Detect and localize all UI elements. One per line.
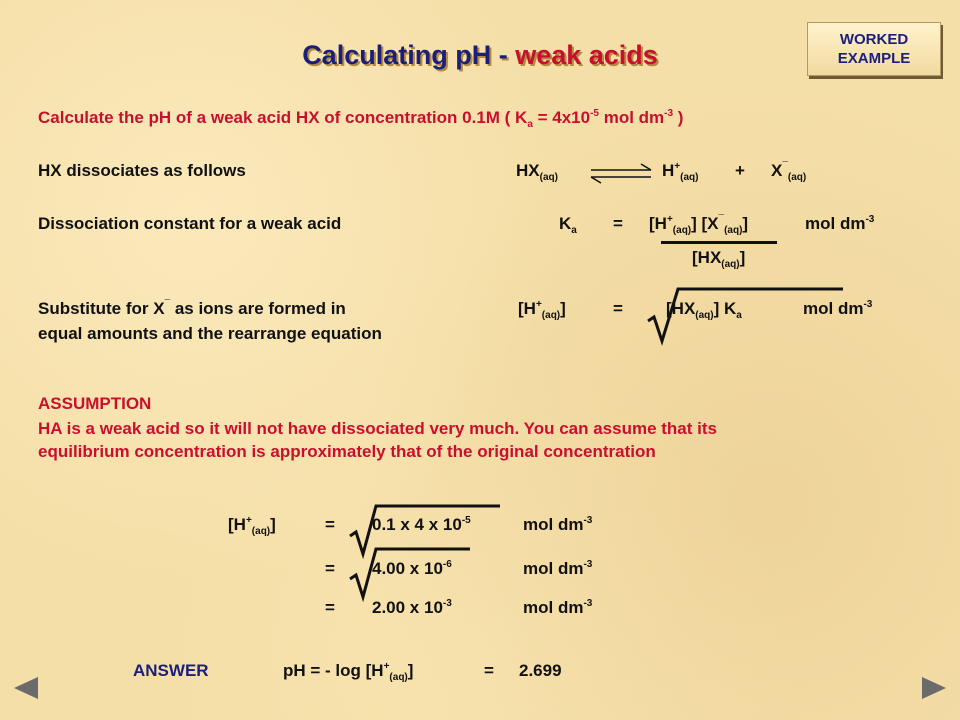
calc-row3-value: 2.00 x $10^{-3}$ xyxy=(372,598,452,617)
calc-lhs: $[H^+_{(aq)}]$ xyxy=(228,515,276,537)
answer-expression: pH = - $\log [H^+_{(aq)}]$ xyxy=(283,661,414,683)
h-conc-lhs: $[H^+_{(aq)}]$ xyxy=(518,299,566,321)
answer-equals: = xyxy=(484,661,494,680)
sqrt-expression: $[HX_{(aq)}]$ $K_a$ xyxy=(666,299,742,321)
title-part1: Calculating pH - xyxy=(302,40,516,70)
answer-value: 2.699 xyxy=(519,661,562,680)
question-text: Calculate the pH of a weak acid HX of concentration 0.1M ( $K_a = 4x10^{-5}$ mol $dm^{-3}$ ) xyxy=(38,108,684,130)
calc-row3-unit: mol $dm^{-3}$ xyxy=(523,598,593,617)
answer-label: ANSWER xyxy=(133,661,209,680)
previous-slide-button[interactable] xyxy=(14,677,38,699)
page-title xyxy=(0,40,960,71)
fraction-line xyxy=(661,241,777,244)
ka-numerator: $[H^+_{(aq)}]$ $[X^¯_{(aq)}]$ xyxy=(649,214,749,236)
badge-line1: WORKED xyxy=(839,31,909,48)
badge-line2: EXAMPLE xyxy=(837,50,911,67)
substitute-equals: = xyxy=(613,299,623,318)
next-slide-button[interactable] xyxy=(922,677,946,699)
assumption-line1: HA is a weak acid so it will not have dissociated very much. You can assume that its xyxy=(38,419,717,438)
calc-equals-1: = xyxy=(325,515,335,534)
title-part2: weak acids xyxy=(515,40,658,70)
substitute-line2: equal amounts and the rearrange equation xyxy=(38,324,382,343)
ka-denominator: $[HX_{(aq)}]$ xyxy=(692,248,746,270)
calc-row1-value: 0.1 x 4 x $10^{-5}$ xyxy=(372,515,471,534)
calc-row1-unit: mol $dm^{-3}$ xyxy=(523,515,593,534)
ka-equals: = xyxy=(613,214,623,233)
assumption-line2: equilibrium concentration is approximately that of the original concentration xyxy=(38,442,656,461)
substitute-line1: Substitute for X¯ as ions are formed in xyxy=(38,299,346,318)
ka-symbol: $K_a$ xyxy=(559,214,577,236)
dissociation-label: HX dissociates as follows xyxy=(38,161,246,180)
calc-equals-2: = xyxy=(325,559,335,578)
substitute-unit: mol $dm^{-3}$ xyxy=(803,299,873,318)
hx-reactant: $HX_{(aq)}$ xyxy=(516,161,558,183)
calc-row2-value: 4.00 x $10^{-6}$ xyxy=(372,559,452,578)
plus-sign: + xyxy=(735,161,745,180)
equilibrium-arrow-icon xyxy=(587,162,657,184)
ka-label: Dissociation constant for a weak acid xyxy=(38,214,342,233)
x-ion-product: $X^¯_{(aq)}$ xyxy=(771,161,807,183)
ka-unit: mol $dm^{-3}$ xyxy=(805,214,875,233)
calc-equals-3: = xyxy=(325,598,335,617)
calc-row2-unit: mol $dm^{-3}$ xyxy=(523,559,593,578)
assumption-heading: ASSUMPTION xyxy=(38,394,152,413)
h-ion-product: $H^+_{(aq)}$ xyxy=(662,161,699,183)
